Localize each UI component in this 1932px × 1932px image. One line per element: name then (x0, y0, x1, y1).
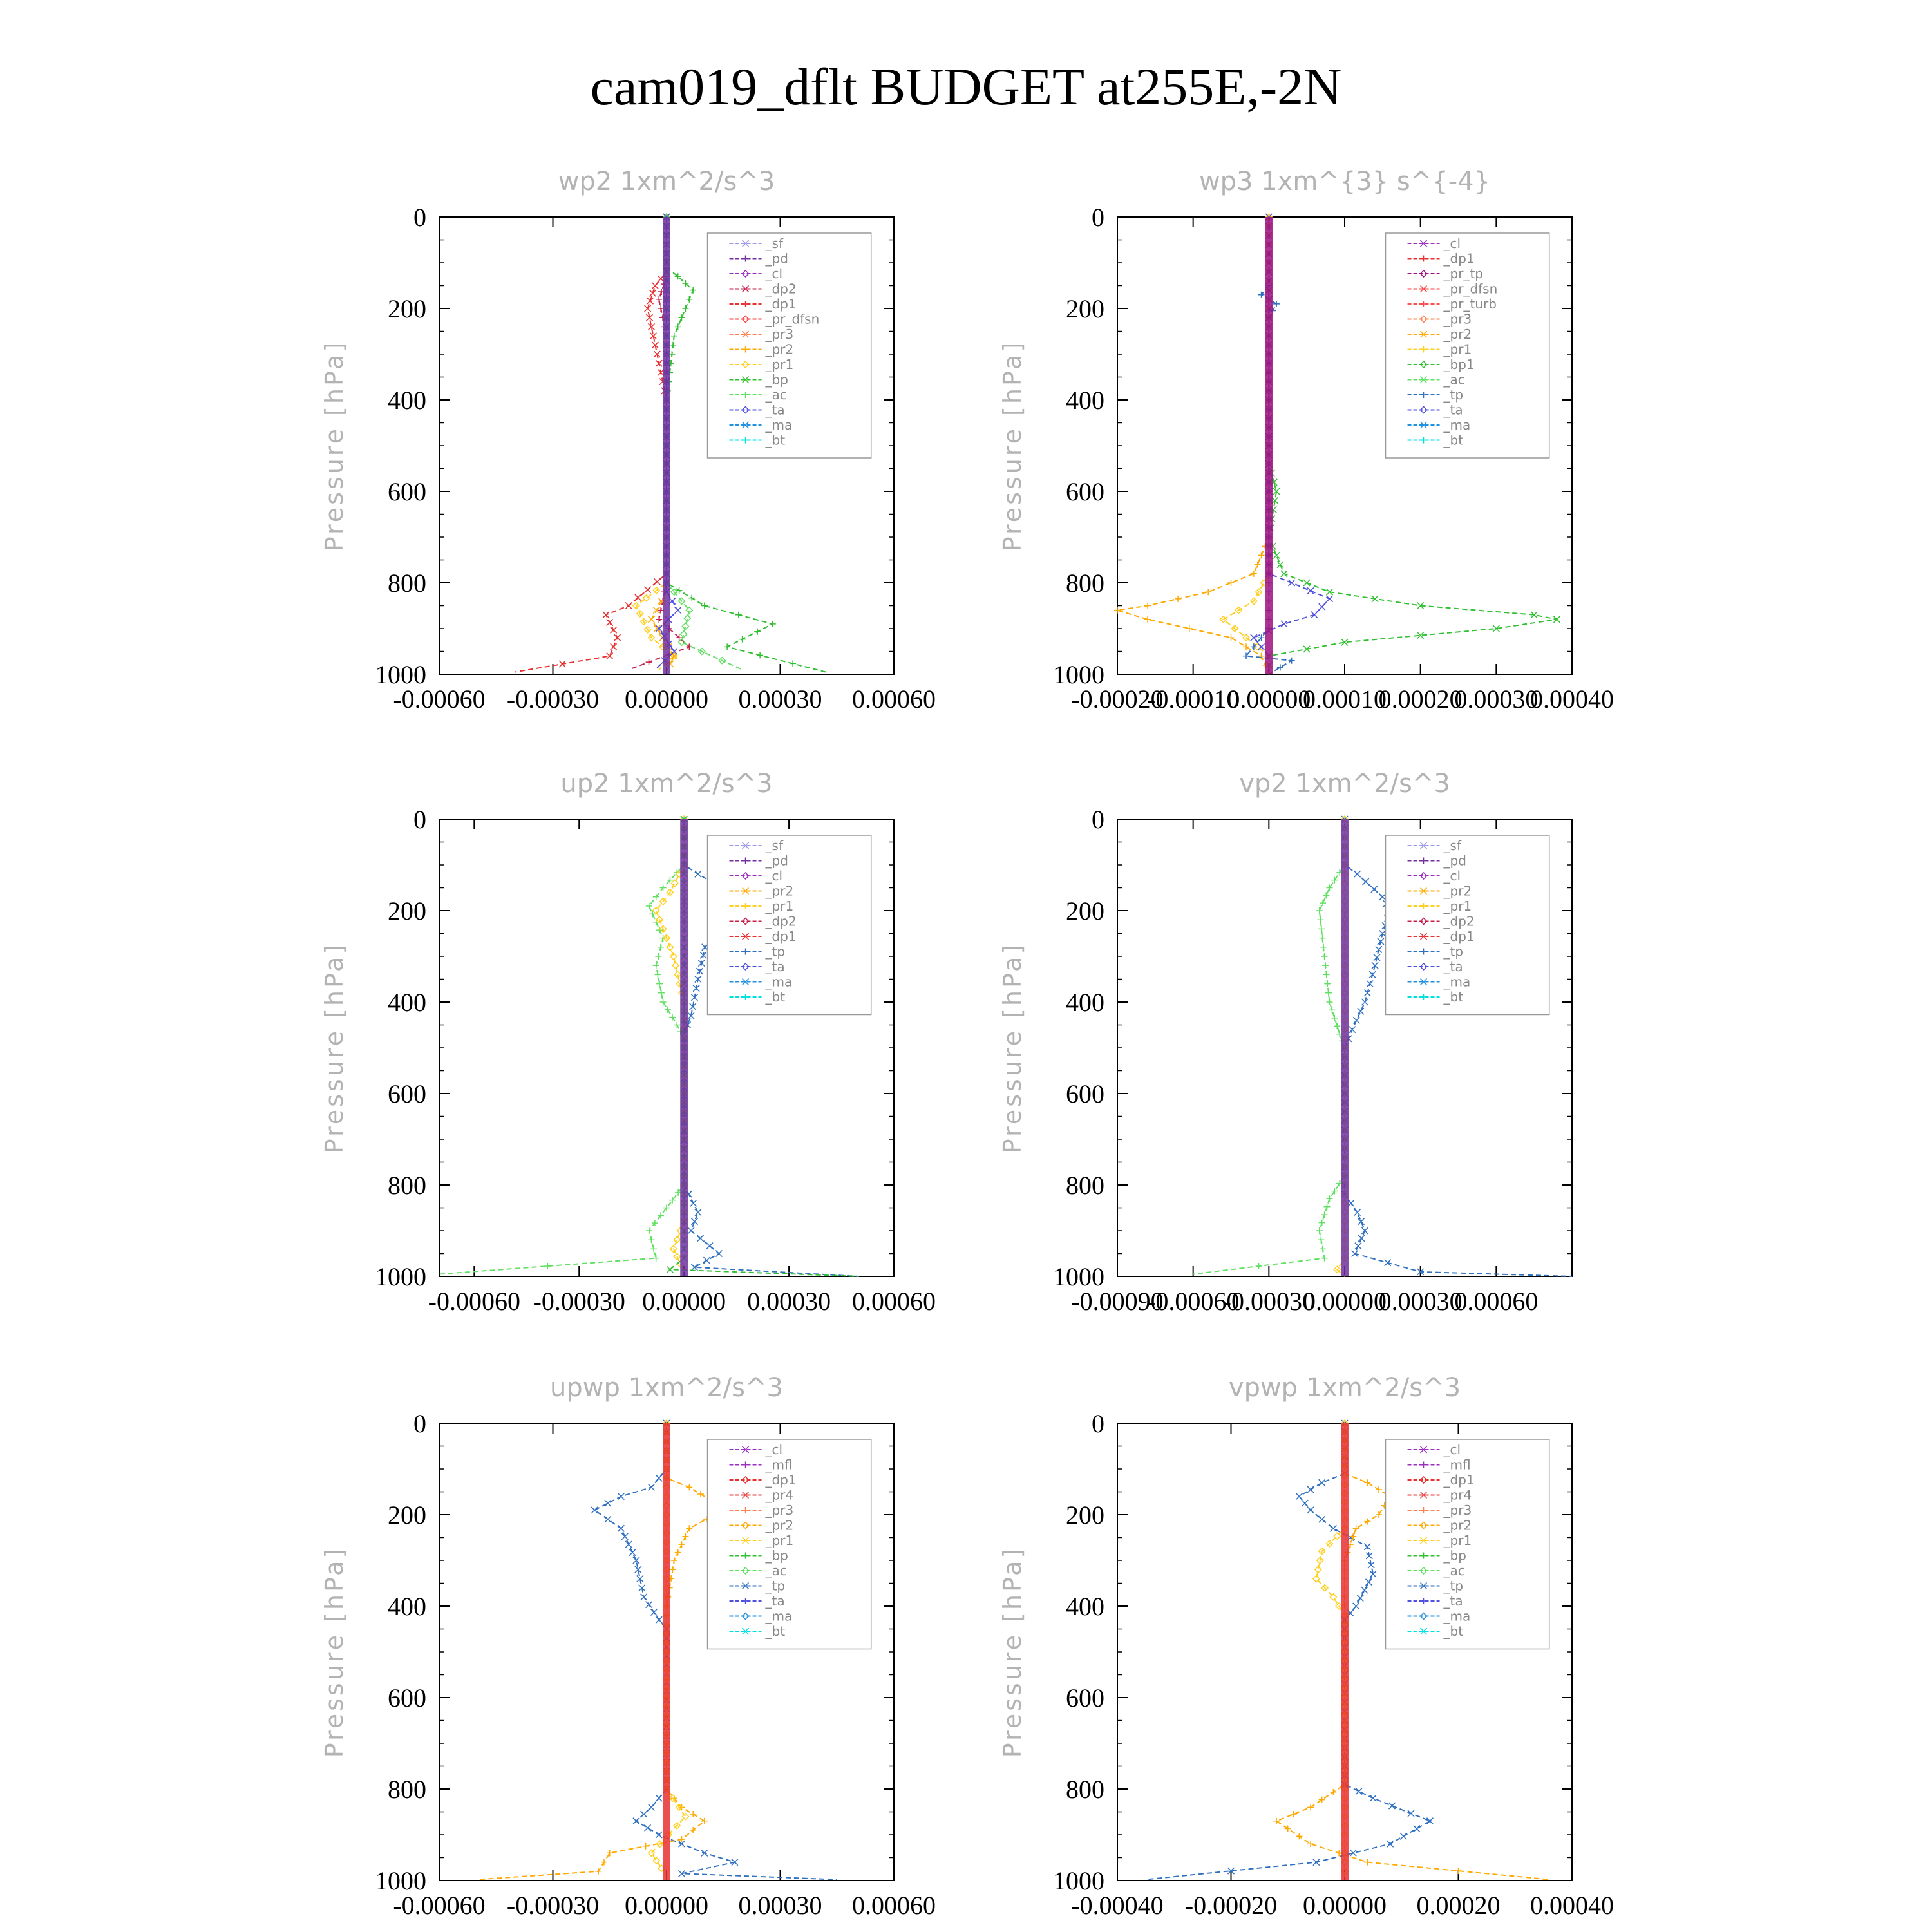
legend-label: _pr2 (1443, 327, 1472, 342)
legend-label: _cl (1443, 868, 1461, 884)
legend-label: _ac (765, 1563, 787, 1578)
series-markers-pr1 (633, 214, 677, 666)
y-tick-label: 400 (388, 988, 426, 1017)
legend-label: _bp1 (1443, 357, 1475, 372)
legend-label: _pr_tp (1443, 266, 1484, 281)
y-tick-label: 1000 (1053, 1262, 1104, 1291)
x-tick-label: 0.00060 (852, 685, 936, 714)
x-tick-label: 0.00030 (1454, 685, 1539, 714)
legend-label: _pd (765, 251, 788, 267)
y-tick-label: 1000 (375, 1262, 426, 1291)
legend-label: _ta (1443, 1593, 1463, 1609)
y-axis-label: Pressure [hPa] (320, 942, 348, 1154)
y-tick-label: 1000 (375, 660, 426, 689)
panel-title: vpwp 1xm^2/s^3 (1228, 1373, 1461, 1403)
x-tick-label: 0.00040 (1530, 1891, 1614, 1920)
y-tick-label: 1000 (1053, 1866, 1104, 1895)
legend-label: _pr1 (765, 357, 794, 372)
y-tick-label: 200 (388, 1501, 426, 1530)
legend-label: _bt (1443, 989, 1464, 1005)
legend-label: _sf (765, 236, 784, 251)
x-tick-label: -0.00040 (1071, 1891, 1164, 1920)
legend-label: _pr3 (765, 327, 794, 342)
legend-label: _bp (765, 372, 788, 388)
y-tick-label: 0 (1092, 203, 1104, 232)
panel-title: wp2 1xm^2/s^3 (558, 167, 775, 196)
legend-label: _tp (1443, 943, 1464, 960)
x-tick-label: -0.00090 (1071, 1287, 1164, 1316)
x-tick-label: 0.00030 (1378, 1287, 1463, 1316)
legend-label: _bt (1443, 1624, 1464, 1639)
legend-label: _ac (765, 387, 787, 402)
legend-label: _cl (765, 266, 783, 281)
y-tick-label: 0 (1092, 1409, 1104, 1438)
y-axis-label: Pressure [hPa] (998, 339, 1027, 552)
legend-label: _cl (765, 1442, 783, 1457)
y-tick-label: 400 (388, 1592, 426, 1621)
y-tick-label: 400 (1066, 1592, 1104, 1621)
x-tick-label: 0.00020 (1416, 1891, 1501, 1920)
series-line-pr2 (477, 1423, 724, 1880)
legend-label: _dp1 (765, 929, 797, 944)
y-tick-label: 600 (1066, 477, 1104, 506)
y-tick-label: 200 (1066, 294, 1104, 323)
legend-label: _pr_dfsn (765, 311, 820, 327)
x-tick-label: 0.00060 (852, 1891, 936, 1920)
y-tick-label: 200 (1066, 896, 1104, 925)
x-tick-label: 0.00000 (625, 1891, 708, 1920)
y-tick-label: 0 (413, 805, 426, 834)
legend-label: _pr2 (1443, 1517, 1472, 1533)
legend-label: _mfl (1443, 1457, 1471, 1473)
x-tick-label: -0.00020 (1184, 1891, 1278, 1920)
legend-label: _ac (1443, 1563, 1465, 1578)
legend-label: _ta (765, 402, 785, 418)
legend-label: _pr3 (765, 1502, 794, 1518)
y-tick-label: 600 (1066, 1683, 1104, 1712)
x-tick-label: 0.00030 (738, 685, 822, 714)
series-line-pr1 (1316, 1423, 1345, 1880)
legend-label: _pr_turb (1443, 296, 1497, 312)
y-tick-label: 600 (388, 477, 426, 506)
legend-label: _bt (1443, 432, 1464, 448)
series-markers-dp1 (1256, 816, 1348, 1269)
y-tick-label: 200 (388, 294, 426, 323)
legend-label: _pr4 (1443, 1487, 1472, 1503)
y-tick-label: 0 (1092, 805, 1104, 834)
y-tick-label: 400 (388, 386, 426, 415)
y-tick-label: 1000 (1053, 660, 1104, 689)
x-tick-label: -0.00060 (393, 1891, 486, 1920)
panel-title: up2 1xm^2/s^3 (560, 769, 773, 799)
legend-label: _pr1 (765, 898, 794, 914)
x-tick-label: -0.00060 (393, 685, 486, 714)
x-tick-label: 0.00060 (852, 1287, 936, 1316)
x-tick-label: 0.00060 (1454, 1287, 1539, 1316)
legend-label: _tp (1443, 387, 1464, 402)
legend-label: _ac (1443, 372, 1465, 388)
legend-label: _bt (765, 1624, 786, 1639)
legend-label: _pr1 (1443, 1533, 1472, 1548)
legend-label: _cl (1443, 236, 1461, 251)
series-line-dp1 (1193, 819, 1345, 1274)
legend-label: _ta (765, 959, 785, 974)
legend-label: _dp1 (1443, 1472, 1475, 1488)
y-axis-label: Pressure [hPa] (998, 942, 1027, 1154)
legend-label: _pr1 (1443, 341, 1472, 357)
x-tick-label: 0.00020 (1378, 685, 1463, 714)
legend-label: _dp1 (765, 296, 797, 312)
legend-label: _pr1 (765, 1533, 794, 1548)
legend-label: _tp (765, 943, 786, 960)
y-tick-label: 0 (413, 1409, 426, 1438)
legend-label: _ta (1443, 959, 1463, 974)
y-tick-label: 400 (1066, 988, 1104, 1017)
y-tick-label: 0 (413, 203, 426, 232)
panel-title: vp2 1xm^2/s^3 (1239, 769, 1450, 799)
legend-label: _cl (765, 868, 783, 884)
panel-title: upwp 1xm^2/s^3 (550, 1373, 783, 1403)
legend-label: _pr2 (1443, 883, 1472, 899)
legend-label: _ma (1443, 417, 1471, 433)
legend-label: _sf (1443, 838, 1462, 853)
legend-label: _ma (765, 417, 793, 433)
y-tick-label: 800 (1066, 1171, 1104, 1200)
legend-label: _pr3 (1443, 1502, 1472, 1518)
legend-label: _tp (765, 1578, 786, 1594)
legend-label: _sf (765, 838, 784, 853)
y-tick-label: 1000 (375, 1866, 426, 1895)
y-tick-label: 800 (1066, 1775, 1104, 1804)
legend-label: _pr2 (765, 341, 794, 357)
legend-label: _dp2 (1443, 913, 1475, 929)
x-tick-label: 0.00010 (1303, 685, 1387, 714)
y-tick-label: 200 (1066, 1501, 1104, 1530)
legend-label: _dp1 (1443, 929, 1475, 944)
legend-label: _ta (765, 1593, 785, 1609)
series-line-dp2 (629, 217, 689, 670)
y-tick-label: 600 (388, 1079, 426, 1108)
legend-label: _mfl (765, 1457, 793, 1473)
y-tick-label: 800 (388, 569, 426, 598)
y-tick-label: 800 (388, 1775, 426, 1804)
legend-label: _bt (765, 432, 786, 448)
x-tick-label: 0.00000 (1303, 1287, 1387, 1316)
x-tick-label: -0.00060 (1147, 1287, 1240, 1316)
x-tick-label: 0.00000 (1227, 685, 1311, 714)
y-tick-label: 800 (388, 1171, 426, 1200)
legend-label: _dp2 (765, 913, 797, 929)
legend-label: _pr3 (1443, 311, 1472, 327)
legend-label: _pd (765, 853, 788, 869)
legend-label: _cl (1443, 1442, 1461, 1457)
legend-label: _dp1 (765, 1472, 797, 1488)
x-tick-label: 0.00000 (1303, 1891, 1387, 1920)
y-tick-label: 800 (1066, 569, 1104, 598)
legend-label: _ma (765, 1608, 793, 1624)
x-tick-label: -0.00030 (506, 685, 600, 714)
legend-label: _bp (1443, 1548, 1466, 1564)
x-tick-label: -0.00010 (1147, 685, 1240, 714)
legend-label: _tp (1443, 1578, 1464, 1594)
series-line-dp1 (439, 819, 684, 1274)
y-axis-label: Pressure [hPa] (998, 1546, 1027, 1758)
x-tick-label: -0.00030 (1222, 1287, 1315, 1316)
y-tick-label: 400 (1066, 386, 1104, 415)
legend-label: _pr2 (765, 1517, 794, 1533)
x-tick-label: -0.00060 (428, 1287, 520, 1316)
legend-label: _ma (1443, 1608, 1471, 1624)
legend-label: _ma (765, 974, 793, 990)
x-tick-label: -0.00030 (533, 1287, 625, 1316)
legend-label: _bp (765, 1548, 788, 1564)
legend-label: _pr_dfsn (1443, 281, 1498, 297)
legend-label: _dp2 (765, 281, 797, 297)
figure-title: cam019_dflt BUDGET at255E,-2N (590, 57, 1342, 116)
series-line-dp1 (515, 217, 667, 672)
x-tick-label: 0.00000 (625, 685, 708, 714)
legend-label: _pr1 (1443, 898, 1472, 914)
y-tick-label: 600 (1066, 1079, 1104, 1108)
y-axis-label: Pressure [hPa] (320, 339, 348, 552)
legend-label: _bt (765, 989, 786, 1005)
legend-label: _ma (1443, 974, 1471, 990)
legend-label: _pr4 (765, 1487, 794, 1503)
legend-label: _pd (1443, 853, 1466, 869)
legend-label: _ta (1443, 402, 1463, 418)
x-tick-label: -0.00030 (506, 1891, 600, 1920)
series-markers-dp1 (559, 214, 670, 667)
x-tick-label: 0.00030 (747, 1287, 831, 1316)
series-markers-pr2 (1114, 214, 1272, 668)
legend-label: _pr2 (765, 883, 794, 899)
series-line-pr1 (1224, 217, 1269, 656)
y-tick-label: 600 (388, 1683, 426, 1712)
x-tick-label: 0.00030 (738, 1891, 822, 1920)
x-tick-label: 0.00040 (1530, 685, 1614, 714)
x-tick-label: -0.00020 (1071, 685, 1164, 714)
legend-label: _dp1 (1443, 251, 1475, 267)
panel-title: wp3 1xm^{3} s^{-4} (1198, 167, 1491, 196)
y-axis-label: Pressure [hPa] (320, 1546, 348, 1758)
x-tick-label: 0.00000 (642, 1287, 726, 1316)
y-tick-label: 200 (388, 896, 426, 925)
series-markers-pr2 (595, 1420, 726, 1875)
